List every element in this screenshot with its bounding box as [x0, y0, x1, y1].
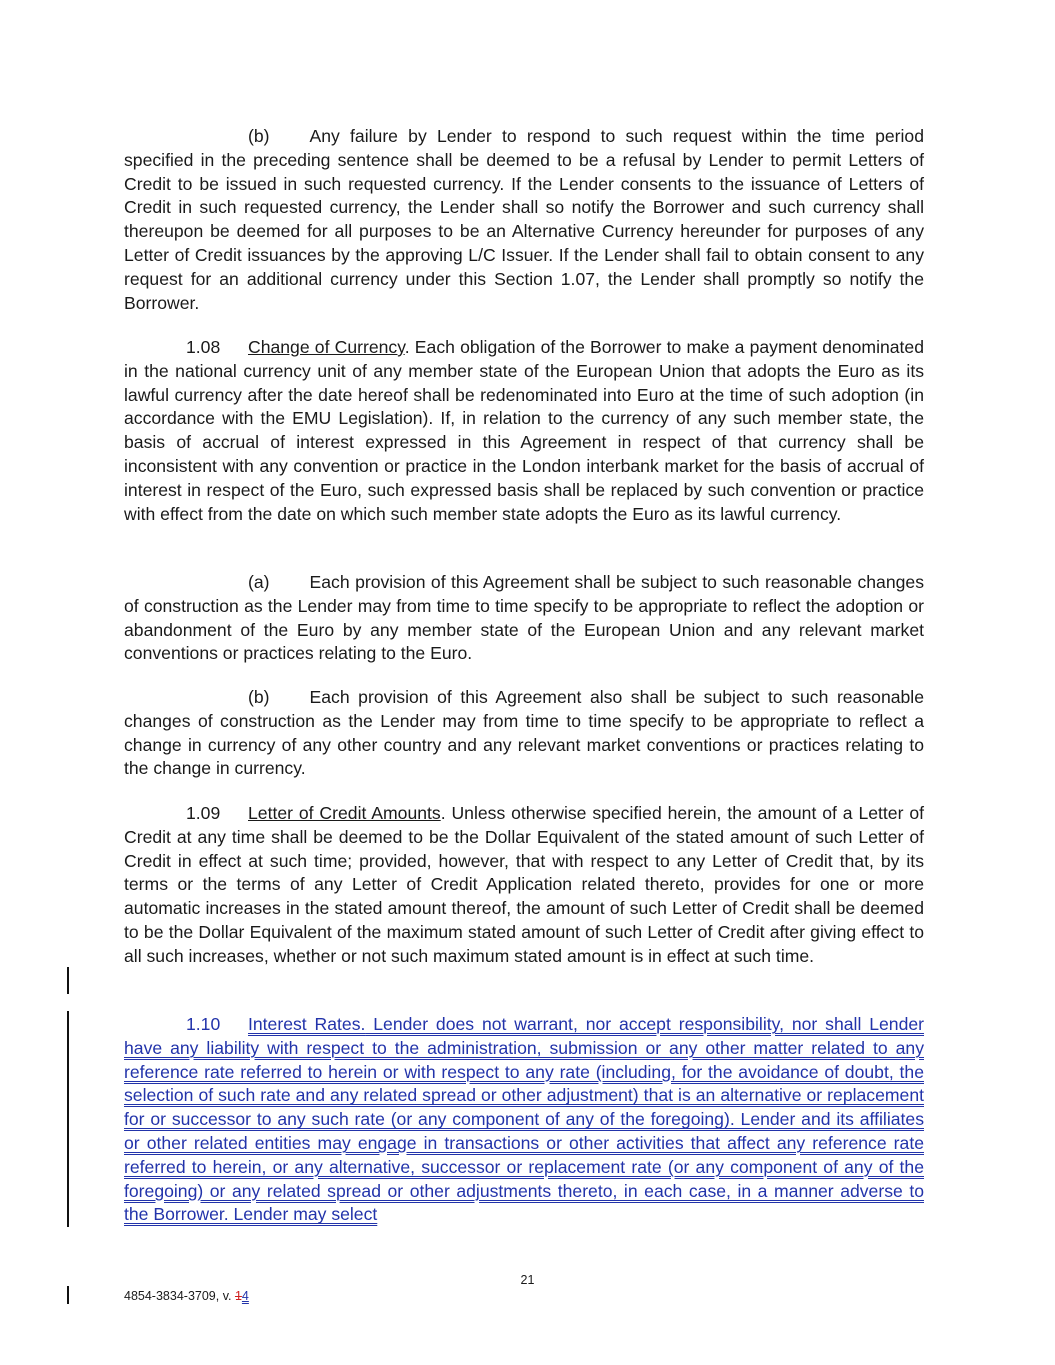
section-title: Letter of Credit Amounts	[248, 803, 441, 823]
section-1-08	[124, 336, 924, 526]
page-number: 21	[520, 1273, 535, 1287]
section-1-09	[124, 802, 924, 969]
section-number: 1.09	[186, 803, 221, 823]
inserted-version: 4	[241, 1289, 249, 1303]
paragraph-1-08-a	[124, 571, 924, 666]
footer-doc-id	[124, 1289, 249, 1303]
change-bar	[67, 1011, 69, 1227]
doc-id-text: 4854-3834-3709, v.	[124, 1289, 235, 1303]
section-text: Lender does not warrant, nor accept responsibility, nor shall Lender have any liability with respect to the administration, submission or any other matter related to any reference rate referred to herein or with respect to any rate (including, for the avoidance of doubt, the selection of such rate and any related spread or other adjustment) that is an alternative or replacement for or successor to any such rate (or any component of any of the foregoing). Lender and its affiliates or other related entities may engage in transactions or other activities that affect any reference rate referred to herein, or any alternative, successor or replacement rate (or any component of any of the foregoing) or any related spread or other adjustments thereto, in each case, in a manner adverse to the Borrower. Lender may select	[124, 1014, 925, 1225]
item-label-a: (a)	[248, 572, 270, 592]
paragraph-text: Each provision of this Agreement also shall be subject to such reasonable changes of construction as the Lender may from time to time specify to be appropriate to reflect a change in currency of any other country and any relevant market conventions or practices relating to the change in currency.	[124, 687, 924, 779]
item-label-b: (b)	[248, 687, 270, 707]
section-title: Interest Rates.	[248, 1014, 366, 1034]
paragraph-text: Each provision of this Agreement shall be subject to such reasonable changes of construction as the Lender may from time to time specify to be appropriate to reflect the adoption or abandonment of the Euro by any member state of the European Union and any relevant market conventions or practices relating to the Euro.	[124, 572, 924, 664]
section-1-10-inserted	[124, 1013, 924, 1227]
section-title: Change of Currency	[248, 337, 405, 357]
paragraph-1-07-b	[124, 125, 924, 315]
change-bar	[67, 1286, 69, 1304]
item-label-b: (b)	[248, 126, 270, 146]
paragraph-text: Any failure by Lender to respond to such request within the time period specified in the preceding sentence shall be deemed to be a refusal by Lender to permit Letters of Credit to be issued in such requested currency. If the Lender consents to the issuance of Letters of Credit in such requested currency, the Lender shall so notify the Borrower and such currency shall thereupon be deemed for all purposes to be an Alternative Currency hereunder for purposes of any Letter of Credit issuances by the approving L/C Issuer. If the Lender shall fail to obtain consent to any request for an additional currency under this Section 1.07, the Lender shall promptly so notify the Borrower.	[124, 126, 924, 313]
section-number: 1.08	[186, 337, 221, 357]
section-text: . Unless otherwise specified herein, the amount of a Letter of Credit at any time shall be deemed to be the Dollar Equivalent of the stated amount of such Letter of Credit in effect at such time; provided, however, that with respect to any Letter of Credit that, by its terms or the terms of any Letter of Credit Application related thereto, provides for one or more automatic increases in the stated amount thereof, the amount of such Letter of Credit shall be deemed to be the Dollar Equivalent of the maximum stated amount of such Letter of Credit after giving effect to all such increases, whether or not such maximum stated amount is in effect at such time.	[124, 803, 924, 966]
paragraph-1-08-b	[124, 686, 924, 781]
change-bar	[67, 967, 69, 994]
section-text: . Each obligation of the Borrower to make a payment denominated in the national currency unit of any member state of the European Union that adopts the Euro as its lawful currency after the date hereof shall be redenominated into Euro at the time of such adoption (in accordance with the EMU Legislation). If, in relation to the currency of any such member state, the basis of accrual of interest expressed in this Agreement in respect of that currency shall be inconsistent with any convention or practice in the London interbank market for the basis of accrual of interest in respect of the Euro, such expressed basis shall be replaced by such convention or practice with effect from the date on which such member state adopts the Euro as its lawful currency.	[124, 337, 924, 524]
deleted-version: 1	[234, 1289, 242, 1303]
section-number: 1.10	[186, 1014, 221, 1034]
